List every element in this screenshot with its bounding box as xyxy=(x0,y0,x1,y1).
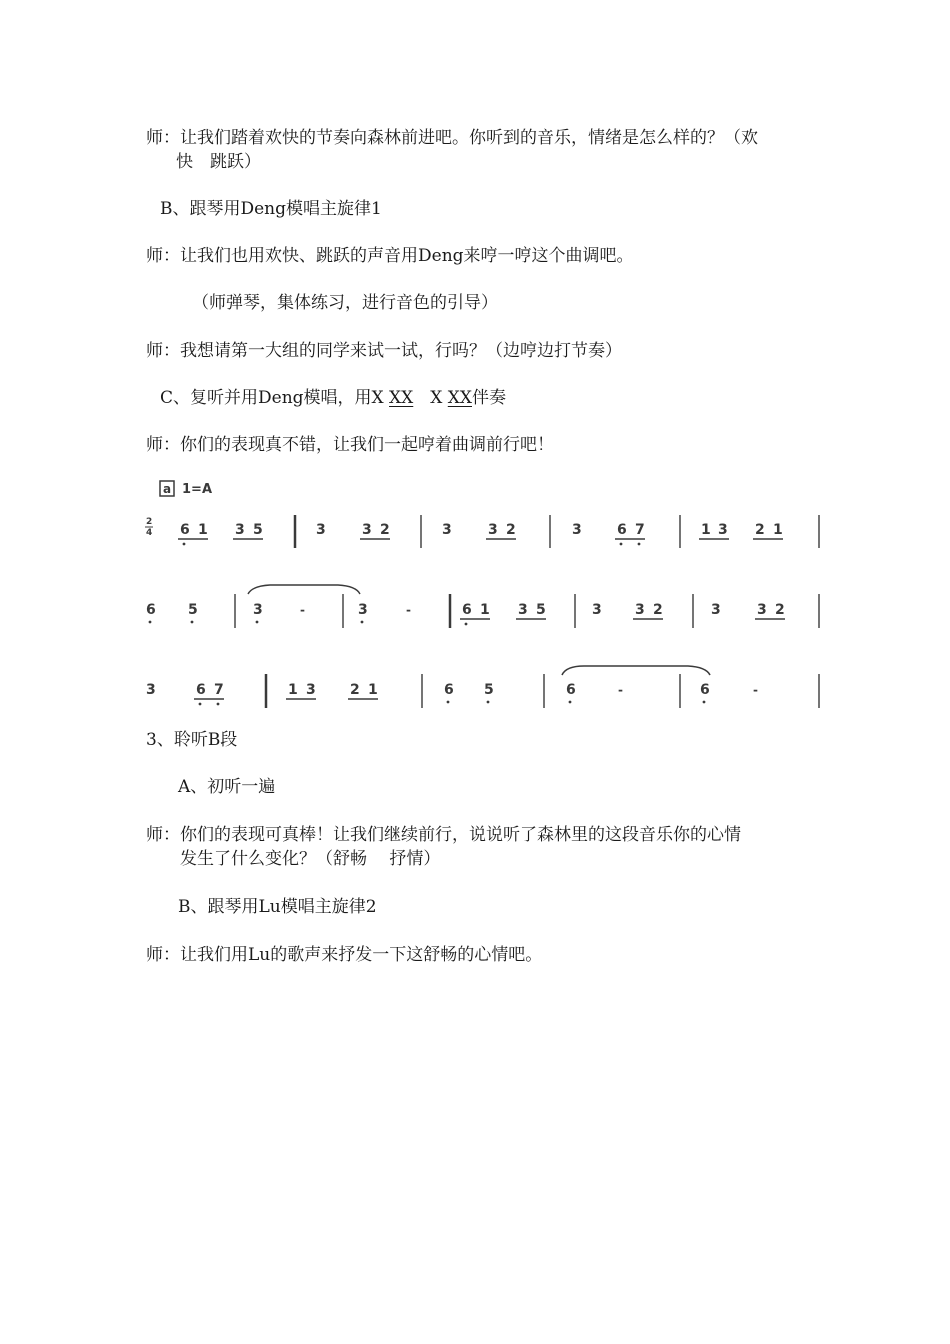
svg-text:1: 1 xyxy=(368,682,378,698)
svg-text:3: 3 xyxy=(488,522,498,538)
step-a-heading: A、初听一遍 xyxy=(178,777,276,797)
svg-text:3: 3 xyxy=(592,602,602,618)
svg-text:6: 6 xyxy=(617,522,627,538)
step-c-heading xyxy=(160,386,506,410)
rhythm-xx-1: XX xyxy=(389,388,414,408)
svg-text:-: - xyxy=(618,683,623,697)
svg-text:3: 3 xyxy=(316,522,326,538)
svg-text:7: 7 xyxy=(214,682,224,698)
teacher-line-5-cont: 发生了什么变化？（舒畅 抒情） xyxy=(180,849,441,869)
svg-text:5: 5 xyxy=(536,602,546,618)
score-row-3 xyxy=(146,666,819,708)
svg-text:-: - xyxy=(406,603,411,617)
svg-text:3: 3 xyxy=(306,682,316,698)
teacher-line-1-cont: 快 跳跃） xyxy=(176,152,261,172)
svg-text:3: 3 xyxy=(253,602,263,618)
time-sig-top: 2 xyxy=(146,517,153,527)
jianpu-score xyxy=(140,470,830,720)
svg-text:2: 2 xyxy=(775,602,785,618)
svg-text:6: 6 xyxy=(196,682,206,698)
svg-text:3: 3 xyxy=(146,682,156,698)
svg-text:-: - xyxy=(300,603,305,617)
svg-text:5: 5 xyxy=(484,682,494,698)
svg-text:2: 2 xyxy=(506,522,516,538)
step-c-prefix: C、复听并用Deng模唱，用X xyxy=(160,388,390,408)
svg-text:3: 3 xyxy=(635,602,645,618)
svg-text:2: 2 xyxy=(755,522,765,538)
svg-text:-: - xyxy=(753,683,758,697)
svg-text:3: 3 xyxy=(711,602,721,618)
step-b-heading: B、跟琴用Deng模唱主旋律1 xyxy=(160,199,382,219)
svg-text:2: 2 xyxy=(653,602,663,618)
teacher-line-6: 师：让我们用Lu的歌声来抒发一下这舒畅的心情吧。 xyxy=(146,945,543,965)
svg-text:1: 1 xyxy=(773,522,783,538)
svg-text:1: 1 xyxy=(288,682,298,698)
practice-note: （师弹琴，集体练习，进行音色的引导） xyxy=(192,293,498,313)
svg-text:3: 3 xyxy=(358,602,368,618)
svg-text:6: 6 xyxy=(700,682,710,698)
teacher-line-3: 师：我想请第一大组的同学来试一试，行吗？（边哼边打节奏） xyxy=(146,341,622,361)
svg-text:6: 6 xyxy=(444,682,454,698)
svg-text:3: 3 xyxy=(518,602,528,618)
svg-text:3: 3 xyxy=(235,522,245,538)
svg-text:2: 2 xyxy=(350,682,360,698)
score-key: 1=A xyxy=(182,482,212,497)
section-3-heading: 3、聆听B段 xyxy=(146,730,238,750)
step-c-suffix: 伴奏 xyxy=(472,388,506,408)
step-b2-heading: B、跟琴用Lu模唱主旋律2 xyxy=(178,897,377,917)
svg-text:7: 7 xyxy=(635,522,645,538)
svg-text:3: 3 xyxy=(362,522,372,538)
rhythm-xx-2: XX xyxy=(447,388,472,408)
teacher-line-2: 师：让我们也用欢快、跳跃的声音用Deng来哼一哼这个曲调吧。 xyxy=(146,246,634,266)
svg-text:1: 1 xyxy=(480,602,490,618)
svg-text:3: 3 xyxy=(572,522,582,538)
teacher-line-1: 师：让我们踏着欢快的节奏向森林前进吧。你听到的音乐，情绪是怎么样的？（欢 xyxy=(146,128,758,148)
svg-text:1: 1 xyxy=(701,522,711,538)
time-sig-bottom: 4 xyxy=(146,528,153,538)
teacher-line-5: 师：你们的表现可真棒！让我们继续前行，说说听了森林里的这段音乐你的心情 xyxy=(146,825,741,845)
svg-text:6: 6 xyxy=(566,682,576,698)
step-c-mid: X xyxy=(413,388,448,408)
score-header xyxy=(160,481,212,497)
svg-text:1: 1 xyxy=(198,522,208,538)
score-row-2 xyxy=(146,585,819,628)
teacher-line-4: 师：你们的表现真不错，让我们一起哼着曲调前行吧！ xyxy=(146,435,554,455)
svg-text:6: 6 xyxy=(180,522,190,538)
score-row-1 xyxy=(145,515,819,548)
svg-text:3: 3 xyxy=(757,602,767,618)
svg-text:6: 6 xyxy=(146,602,156,618)
svg-text:6: 6 xyxy=(462,602,472,618)
svg-text:5: 5 xyxy=(188,602,198,618)
svg-text:3: 3 xyxy=(718,522,728,538)
svg-text:3: 3 xyxy=(442,522,452,538)
svg-text:5: 5 xyxy=(253,522,263,538)
score-label: a xyxy=(162,482,172,496)
svg-text:2: 2 xyxy=(380,522,390,538)
